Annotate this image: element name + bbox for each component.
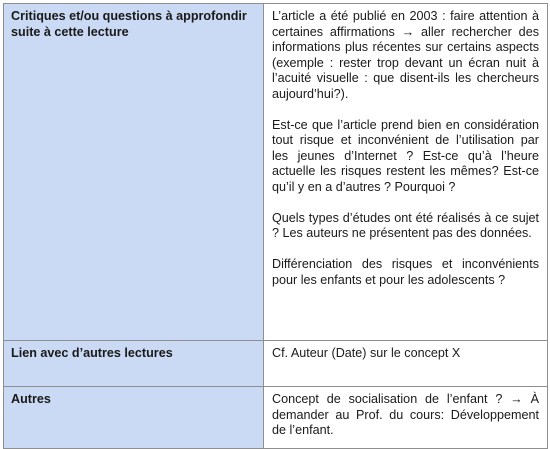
row-label-critiques: Critiques et/ou questions à approfondir suite à cette lecture xyxy=(4,4,264,341)
table-row-autres xyxy=(4,387,548,449)
critique-paragraph-3: Quels types d’études ont été réalisés à ce sujet ? Les auteurs ne présentent pas des données. xyxy=(272,210,539,240)
critique-paragraph-1: L’article a été publié en 2003 : faire attention à certaines affirmations → aller rechercher des informations plus récentes sur certains aspects (exemple : rester trop devant un écran nuit à l’acuité visuelle : que disent-ils les chercheurs aujourd’hui?). xyxy=(272,9,539,101)
row-label-autres: Autres xyxy=(4,387,264,449)
row-content-lien xyxy=(264,341,548,387)
reading-notes-table xyxy=(3,3,548,449)
row-label-lien: Lien avec d’autres lectures xyxy=(4,341,264,387)
row-content-autres xyxy=(264,387,548,449)
row-content-critiques xyxy=(264,4,548,341)
autres-paragraph-1: Concept de socialisation de l’enfant ? → À demander au Prof. du cours: Développement de l’enfant. xyxy=(272,392,539,437)
critique-paragraph-2: Est-ce que l’article prend bien en considération tout risque et inconvénient de l’utilisation par les jeunes d’Internet ? Est-ce qu’à l’heure actuelle les risques restent les mêmes? Est-ce qu’il y en a d’autres ? Pourquoi ? xyxy=(272,117,539,194)
table-row-lien xyxy=(4,341,548,387)
lien-paragraph-1: Cf. Auteur (Date) sur le concept X xyxy=(272,346,461,360)
table-row-critiques xyxy=(4,4,548,341)
critique-paragraph-4: Différenciation des risques et inconvénients pour les enfants et pour les adolescents ? xyxy=(272,257,539,287)
